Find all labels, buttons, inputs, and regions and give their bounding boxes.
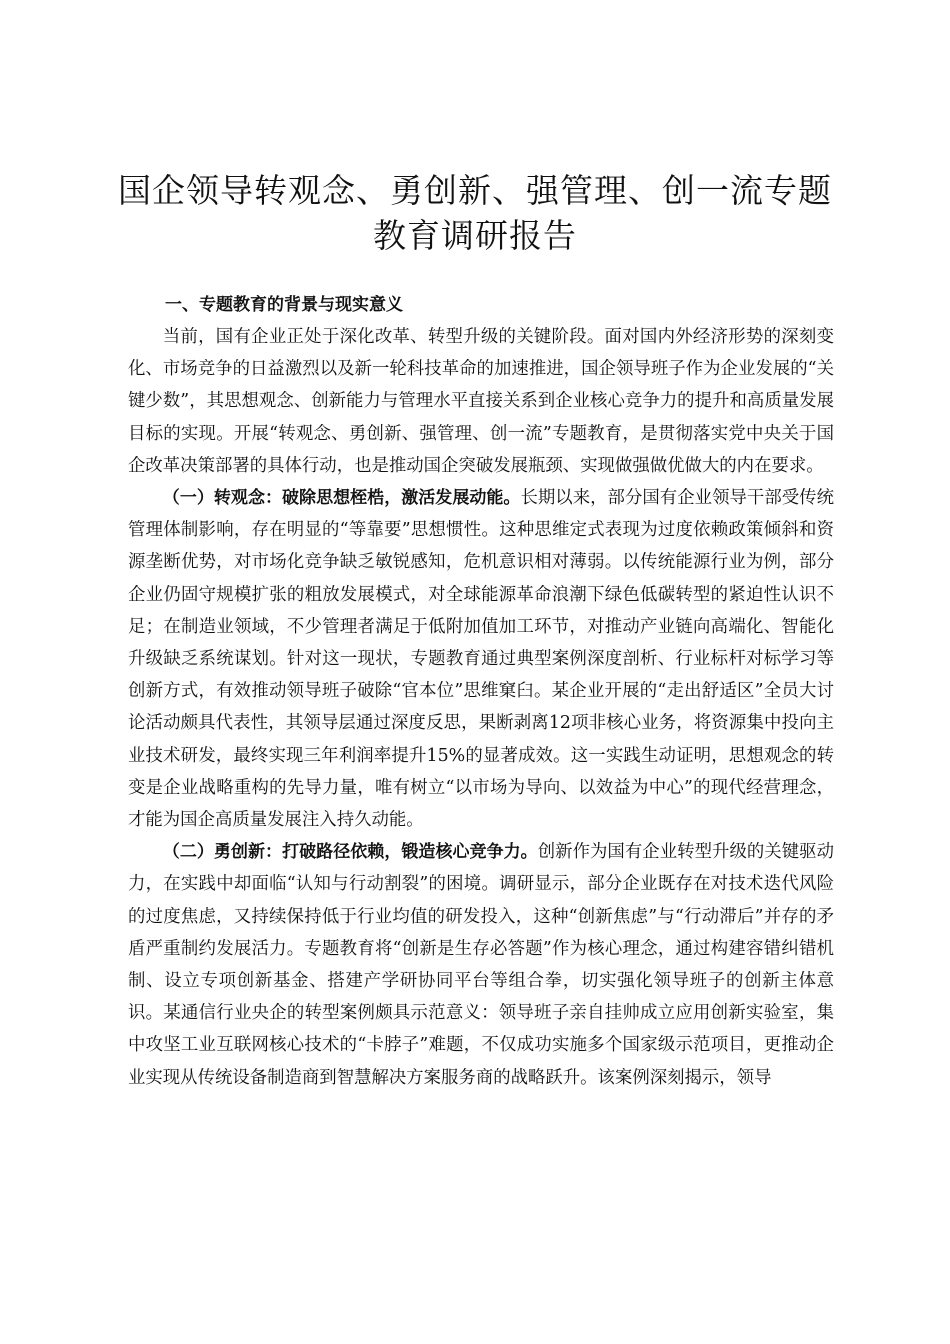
document-body	[128, 289, 834, 1094]
intro-paragraph: 当前，国有企业正处于深化改革、转型升级的关键阶段。面对国内外经济形势的深刻变化、市场竞争的日益激烈以及新一轮科技革命的加速推进，国企领导班子作为企业发展的“关键少数”，其思想观念、创新能力与管理水平直接关系到企业核心竞争力的提升和高质量发展目标的实现。开展“转观念、勇创新、强管理、创一流”专题教育，是贯彻落实党中央关于国企改革决策部署的具体行动，也是推动国企突破发展瓶颈、实现做强做优做大的内在要求。	[128, 327, 834, 476]
point-lead-2: （二）勇创新：打破路径依赖，锻造核心竞争力。	[162, 842, 538, 863]
document-title: 国企领导转观念、勇创新、强管理、创一流专题教育调研报告	[118, 171, 832, 255]
point-lead-1: （一）转观念：破除思想桎梏，激活发展动能。	[162, 488, 521, 509]
point-text-1: 长期以来，部分国有企业领导干部受传统管理体制影响，存在明显的“等靠要”思想惯性。这种思维定式表现为过度依赖政策倾斜和资源垄断优势，对市场化竞争缺乏敏锐感知，危机意识相对薄弱。以传统能源行业为例，部分企业仍固守规模扩张的粗放发展模式，对全球能源革命浪潮下绿色低碳转型的紧迫性认识不足；在制造业领域，不少管理者满足于低附加值加工环节，对推动产业链向高端化、智能化升级缺乏系统谋划。针对这一现状，专题教育通过典型案例深度剖析、行业标杆对标学习等创新方式，有效推动领导班子破除“官本位”思维窠臼。某企业开展的“走出舒适区”全员大讨论活动颇具代表性，其领导层通过深度反思，果断剥离12项非核心业务，将资源集中投向主业技术研发，最终实现三年利润率提升15%的显著成效。这一实践生动证明，思想观念的转变是企业战略重构的先导力量，唯有树立“以市场为导向、以效益为中心”的现代经营理念，才能为国企高质量发展注入持久动能。	[128, 488, 834, 831]
point-text-2: 创新作为国有企业转型升级的关键驱动力，在实践中却面临“认知与行动割裂”的困境。调研显示，部分企业既存在对技术迭代风险的过度焦虑，又持续保持低于行业均值的研发投入，这种“创新焦虑”与“行动滞后”并存的矛盾严重制约发展活力。专题教育将“创新是生存必答题”作为核心理念，通过构建容错纠错机制、设立专项创新基金、搭建产学研协同平台等组合拳，切实强化领导班子的创新主体意识。某通信行业央企的转型案例颇具示范意义：领导班子亲自挂帅成立应用创新实验室，集中攻坚工业互联网核心技术的“卡脖子”难题，不仅成功实施多个国家级示范项目，更推动企业实现从传统设备制造商到智慧解决方案服务商的战略跃升。该案例深刻揭示，领导	[128, 842, 834, 1088]
point-paragraph-2	[128, 836, 834, 1094]
section-heading: 一、专题教育的背景与现实意义	[165, 295, 403, 315]
point-paragraph-1	[128, 482, 834, 836]
